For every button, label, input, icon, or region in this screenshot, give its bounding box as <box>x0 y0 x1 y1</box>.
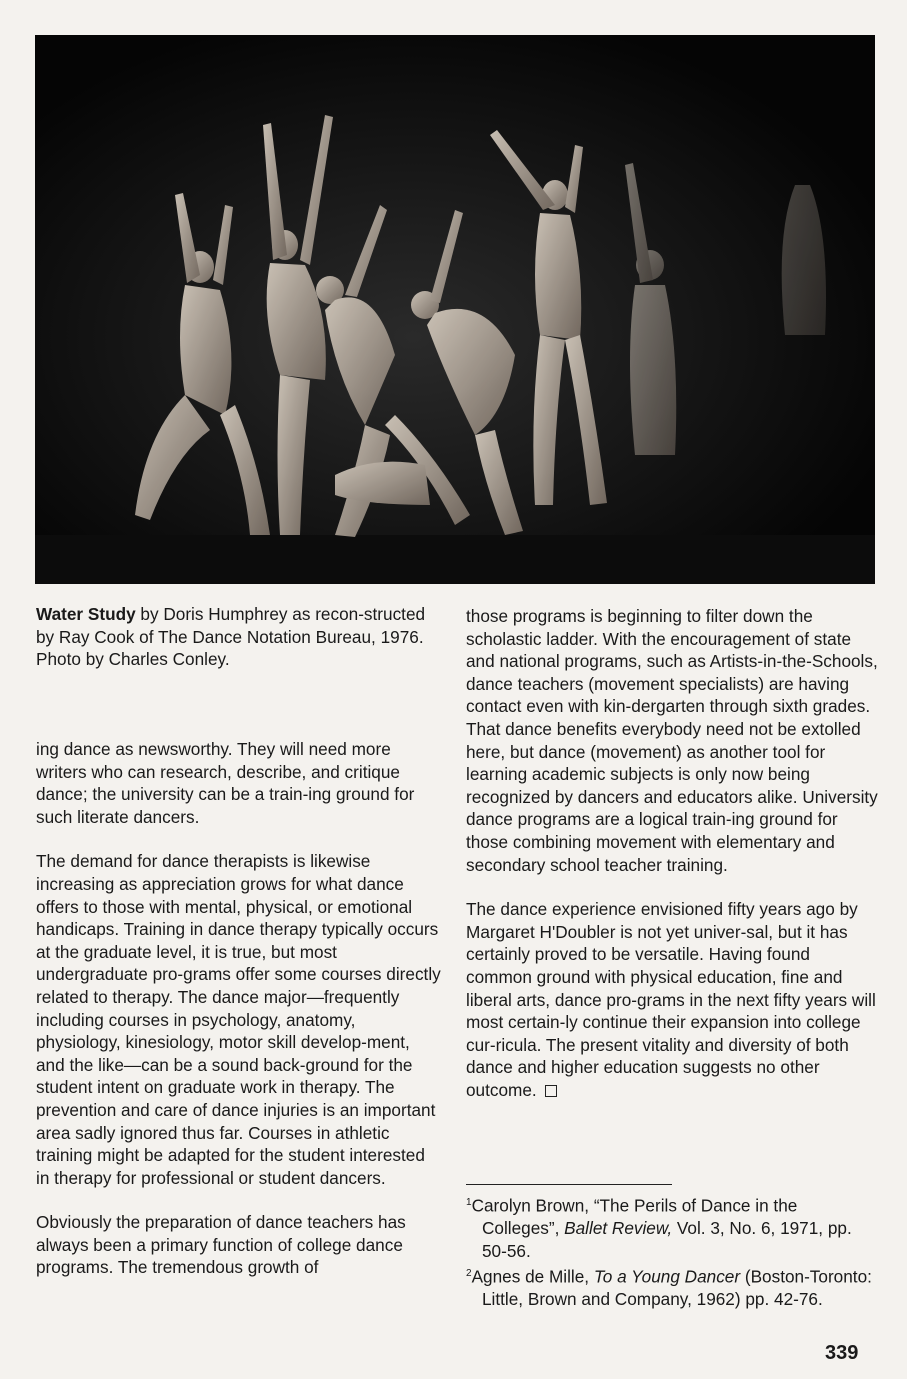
right-paragraph-2-text: The dance experience envisioned fifty years ago by Margaret H'Doubler is not yet univer-sal, but it has certainly proved to be versatile. Having found common ground with physical education, fine and liberal arts, dance pro-grams in the next fifty years will most certain-ly continue their expansion into college cur-ricula. The present vitality and diversity of both dance and higher education suggests no other outcome. <box>466 899 876 1100</box>
footnote-2-pre: Agnes de Mille, <box>471 1266 594 1287</box>
right-paragraph-2 <box>466 898 878 1101</box>
footnote-2-title: To a Young Dancer <box>593 1266 741 1287</box>
dancers-illustration <box>35 35 875 584</box>
footnote-1-number: 1 <box>466 1197 472 1208</box>
photo-caption <box>36 603 436 671</box>
footnote-2-number: 2 <box>466 1267 472 1279</box>
footnote-1 <box>466 1192 878 1263</box>
page-number: 339 <box>825 1342 859 1364</box>
footnote-2 <box>466 1263 878 1311</box>
caption-text: by Doris Humphrey as recon-structed by Ray Cook of The Dance Notation Bureau, 1976. Photo by Charles Conley. <box>36 604 426 670</box>
right-paragraph-1: those programs is beginning to filter down the scholastic ladder. With the encouragement of state and national programs, such as Artists-in-the-Schools, dance teachers (movement specialists) are having contact even with kin-dergarten through sixth grades. That dance benefits everybody need not be extolled here, but dance (movement) as another tool for learning academic subjects is only now being recognized by dancers and educators alike. University dance programs are a logical train-ing ground for those combining movement with elementary and secondary school teacher training. <box>466 606 878 875</box>
caption-title: Water Study <box>36 604 136 624</box>
footnotes <box>466 1192 878 1310</box>
footnote-divider <box>466 1184 672 1185</box>
footnote-1-title: Ballet Review, <box>564 1218 673 1239</box>
footnote-2-post: (Boston-Toronto: Little, Brown and Company, 1962) pp. 42-76. <box>482 1266 872 1309</box>
footnote-1-pre: Carolyn Brown, “The Perils of Dance in the Colleges”, <box>471 1195 798 1239</box>
left-paragraph-1: ing dance as newsworthy. They will need more writers who can research, describe, and critique dance; the university can be a train-ing ground for such literate dancers. <box>36 739 415 827</box>
dance-photo <box>35 35 875 584</box>
left-paragraph-3: Obviously the preparation of dance teachers has always been a primary function of college dance programs. The tremendous growth of <box>36 1212 406 1278</box>
end-of-article-square-icon <box>545 1085 557 1097</box>
right-column <box>466 605 878 1101</box>
left-column <box>36 738 442 1279</box>
left-paragraph-2: The demand for dance therapists is likewise increasing as appreciation grows for what dance offers to those with mental, physical, or emotional handicaps. Training in dance therapy typically occurs at the graduate level, it is true, but most undergraduate pro-grams offer some courses directly related to therapy. The dance major—frequently including courses in psychology, anatomy, physiology, kinesiology, motor skill develop-ment, and the like—can be a sound back-ground for the student intent on graduate work in therapy. The prevention and care of dance injuries is an important area sadly ignored thus far. Courses in athletic training might be adapted for the student interested in therapy for professional or student dancers. <box>36 851 441 1188</box>
footnote-1-post: Vol. 3, No. 6, 1971, pp. 50-56. <box>482 1218 852 1261</box>
